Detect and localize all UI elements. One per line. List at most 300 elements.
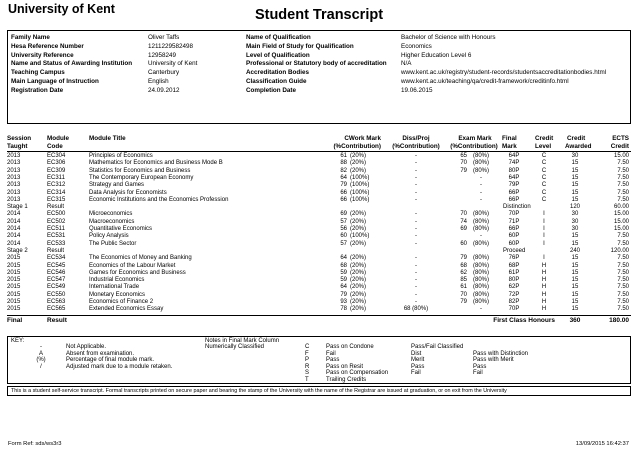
cell-final: 60P	[508, 233, 520, 240]
info-row	[8, 33, 630, 42]
col-session: Session	[7, 135, 32, 142]
info-value: www.kent.ac.uk/registry/student-records/studentsaccreditationbodies.html	[401, 69, 607, 77]
info-label: Level of Qualification	[246, 51, 310, 59]
cell-exp: (80%)	[472, 226, 489, 232]
cell-ects: 7.50	[617, 196, 629, 203]
cell-cr: 30	[571, 218, 579, 225]
cell-final: 60P	[508, 240, 520, 247]
cell-code: EC312	[47, 182, 66, 189]
cell-cr: 15	[571, 269, 579, 276]
key-symbol: /	[40, 363, 42, 370]
cell-ex: 69	[460, 226, 467, 232]
cell-year: 2014	[7, 233, 21, 240]
cell-diss: -	[415, 255, 417, 262]
cell-cr: 15	[571, 174, 579, 181]
cell-year: 2015	[7, 306, 21, 313]
cell-ects: 15.00	[613, 218, 629, 225]
cell-code: EC511	[47, 226, 65, 232]
cell-title: Principles of Economics	[89, 153, 153, 159]
col-exam: Exam Mark	[458, 135, 492, 142]
cell-title: Games for Economics and Business	[89, 269, 186, 276]
cell-code: EC315	[47, 196, 66, 203]
cell-final: 80P	[508, 167, 520, 174]
code-symbol: F	[305, 350, 309, 357]
cell-exp: -	[480, 182, 482, 189]
cell-cr: 15	[571, 167, 579, 174]
cell-code: EC309	[47, 167, 66, 174]
cell-code: EC550	[47, 291, 66, 298]
cell-cwp: (20%)	[350, 262, 367, 269]
info-label: Classification Guide	[246, 78, 307, 85]
cell-ects: 7.50	[617, 174, 629, 181]
cell-diss: -	[415, 218, 417, 225]
cell-exp: -	[480, 306, 482, 313]
info-value: 12958249	[148, 51, 177, 59]
cell-year: 2015	[7, 255, 21, 262]
col-cwork: CWork Mark	[344, 135, 381, 142]
cell-ects: 7.50	[617, 306, 629, 313]
cell-lvl: C	[541, 153, 547, 159]
cell-final: 72P	[508, 291, 520, 298]
cell-final: 66P	[508, 196, 520, 203]
cell-diss: -	[415, 196, 417, 203]
cell-code: EC549	[47, 284, 66, 291]
col-awarded: Credit	[567, 135, 586, 142]
table-row	[7, 233, 631, 240]
info-value: 19.06.2015	[401, 86, 433, 94]
cell-title: Extended Economics Essay	[89, 306, 164, 313]
info-value: Canterbury	[148, 69, 180, 77]
cell-ex: 61	[460, 284, 467, 291]
cell-cw: 68	[340, 262, 347, 269]
form-ref: Form Ref: sds/ws3r3	[8, 441, 62, 447]
cell-title: Data Analysis for Economists	[89, 189, 167, 196]
table-row	[7, 153, 631, 160]
cell-cw: 88	[340, 160, 347, 167]
passfail-code: Dist	[411, 350, 422, 357]
cell-title: Industrial Economics	[89, 277, 145, 284]
cell-code: EC563	[47, 299, 66, 305]
cell-ects: 7.50	[617, 284, 629, 291]
key-text: Percentage of final module mark.	[66, 357, 155, 364]
cell-exp: (80%)	[472, 153, 489, 159]
cell-cr: 15	[571, 277, 579, 284]
code-text: Pass on Resit	[326, 363, 364, 370]
cell-cwp: (20%)	[350, 269, 367, 276]
key-symbol: -	[40, 344, 42, 350]
cell-lvl: C	[541, 160, 547, 167]
cell-lvl: I	[543, 233, 545, 240]
cell-ects: 120.00	[610, 247, 629, 254]
col-ects-sub: Credit	[610, 143, 629, 150]
table-row	[7, 277, 631, 284]
table-row	[7, 197, 631, 204]
cell-cr: 15	[571, 240, 579, 247]
cell-ects: 7.50	[617, 240, 629, 247]
passfail-code: Pass	[411, 363, 425, 370]
info-label: Name and Status of Awarding Institution	[11, 60, 133, 68]
cell-title: Macroeconomics	[89, 218, 135, 225]
cell-cr: 15	[571, 255, 579, 262]
cell-cr: 15	[571, 299, 579, 305]
info-label: Main Language of Instruction	[11, 78, 99, 85]
cell-cwp: (20%)	[350, 299, 367, 305]
cell-cw: 59	[340, 269, 347, 276]
cell-cr: 15	[571, 233, 579, 240]
cell-cr: 15	[571, 284, 579, 291]
cell-cw: 66	[340, 196, 347, 203]
cell-final: Proceed	[503, 247, 526, 254]
cell-ects: 7.50	[617, 291, 629, 298]
cell-cwp: (20%)	[350, 160, 367, 167]
passfail-text: Pass	[473, 363, 487, 370]
disclaimer: This is a student self-service transcript. Formal transcripts printed on secure paper and bearing the stamp of the University with the name of the Registrar are issued at graduation, or on exit from the University	[7, 386, 631, 396]
code-symbol: R	[305, 363, 310, 370]
cell-lvl: I	[543, 218, 545, 225]
col-diss-sub: (%Contribution)	[392, 143, 440, 150]
cell-exp: (80%)	[472, 291, 489, 298]
key-text: Not Applicable.	[66, 344, 107, 350]
info-label: Teaching Campus	[11, 69, 65, 77]
info-label: Registration Date	[11, 86, 64, 94]
passfail-code: Fail	[411, 370, 421, 377]
info-value: University of Kent	[148, 60, 198, 68]
info-value: Economics	[401, 42, 432, 50]
code-text: Fail	[326, 350, 336, 357]
cell-title: International Trade	[89, 284, 140, 291]
cell-final: 61P	[508, 269, 520, 276]
cell-cw: 66	[340, 189, 347, 196]
cell-lvl: C	[541, 189, 547, 196]
cell-final: Distinction	[503, 204, 531, 211]
cell-code: EC531	[47, 233, 66, 240]
key-text: Adjusted mark due to a module retaken.	[66, 363, 173, 370]
cell-final: 62P	[508, 284, 520, 291]
cell-ects: 7.50	[617, 160, 629, 167]
table-row	[7, 270, 631, 277]
col-credit-sub: Level	[535, 143, 552, 150]
cell-cwp: (100%)	[350, 174, 370, 181]
table-row	[7, 190, 631, 197]
cell-diss: -	[415, 299, 417, 305]
cell-year: 2014	[7, 240, 21, 247]
cell-diss: -	[415, 174, 417, 181]
cell-title: The Contemporary European Economy	[89, 174, 194, 181]
passfail-text: Pass with Merit	[473, 357, 514, 364]
cell-cw: 79	[340, 291, 347, 298]
cell-code: EC306	[47, 160, 66, 167]
table-row	[7, 284, 631, 291]
table-row	[7, 226, 631, 233]
cell-cwp: (20%)	[350, 306, 367, 313]
final-label: Final	[7, 316, 23, 324]
col-code: Code	[47, 143, 63, 150]
cell-diss: -	[415, 153, 417, 159]
cell-ex: 70	[460, 211, 467, 218]
code-text: Trailing Credits	[326, 377, 367, 383]
info-value: Bachelor of Science with Honours	[401, 34, 496, 41]
cell-diss: -	[415, 182, 417, 189]
cell-year: 2015	[7, 269, 21, 276]
code-text: Pass	[326, 357, 340, 364]
cell-code: EC534	[47, 255, 66, 262]
cell-code: EC502	[47, 218, 66, 225]
info-row	[8, 51, 630, 60]
passfail-code: Merit	[411, 357, 425, 364]
cell-lvl: C	[541, 196, 547, 203]
cell-year: Stage 1	[7, 204, 28, 211]
cell-code: EC547	[47, 277, 66, 284]
cell-exp: (80%)	[472, 277, 489, 284]
col-final-sub: Mark	[502, 143, 517, 150]
cell-final: 80P	[508, 277, 520, 284]
col-ects: ECTS	[612, 135, 629, 142]
timestamp: 13/09/2015 16:42:37	[575, 441, 629, 447]
cell-ects: 15.00	[613, 211, 629, 218]
cell-cw: 64	[340, 284, 347, 291]
cell-lvl: I	[543, 255, 545, 262]
col-module: Module	[47, 135, 70, 142]
cell-final: 71P	[508, 218, 520, 225]
table-row	[7, 168, 631, 175]
info-value: Higher Education Level 6	[401, 51, 472, 59]
cell-lvl: H	[541, 284, 547, 291]
key-symbol: (%)	[36, 357, 46, 364]
cell-exp: (80%)	[472, 269, 489, 276]
cell-diss: -	[415, 233, 417, 240]
table-row	[7, 299, 631, 306]
cell-cr: 15	[571, 160, 579, 167]
cell-year: 2013	[7, 174, 21, 181]
cell-cr: 30	[571, 211, 579, 218]
cell-code: EC565	[47, 306, 66, 313]
table-row	[7, 182, 631, 189]
info-value: English	[148, 78, 169, 85]
info-label: Professional or Statutory body of accreditation	[246, 60, 387, 68]
col-credit: Credit	[535, 135, 554, 142]
cell-cw: 79	[340, 182, 347, 189]
key-box	[7, 336, 631, 384]
cell-lvl: H	[541, 269, 547, 276]
cell-ex: 68	[460, 262, 467, 269]
col-cwork-sub: (%Contribution)	[333, 143, 381, 150]
cell-title: Mathematics for Economics and Business Mode B	[89, 160, 223, 167]
cell-title: Quantitative Economics	[89, 226, 153, 232]
table-row	[7, 211, 631, 218]
cell-final: 66P	[508, 189, 520, 196]
info-value: 24.09.2012	[148, 86, 180, 94]
code-text: Pass on Compensation	[326, 370, 389, 377]
info-value: 1211229582498	[148, 42, 194, 50]
final-ects: 180.00	[609, 316, 629, 324]
final-result-row	[7, 315, 631, 325]
cell-cwp: (20%)	[350, 284, 367, 291]
cell-lvl: H	[541, 262, 547, 269]
cell-lvl: I	[543, 226, 545, 232]
cell-ects: 7.50	[617, 189, 629, 196]
cell-title: Policy Analysis	[89, 233, 129, 240]
cell-diss: -	[415, 240, 417, 247]
cell-cwp: (20%)	[350, 255, 367, 262]
cell-year: 2015	[7, 277, 21, 284]
cell-cr: 15	[571, 291, 579, 298]
info-label: Completion Date	[246, 86, 297, 94]
cell-cw: 82	[340, 167, 347, 174]
cell-cwp: (20%)	[350, 167, 367, 174]
code-symbol: T	[305, 377, 309, 383]
cell-title: Monetary Economics	[89, 291, 146, 298]
key-text: Absent from examination.	[66, 350, 135, 357]
cell-exp: -	[480, 174, 482, 181]
cell-ects: 15.00	[613, 226, 629, 232]
cell-year: 2015	[7, 262, 21, 269]
cell-ex: 65	[460, 153, 467, 159]
cell-ex: 85	[460, 277, 467, 284]
col-taught: Taught	[7, 143, 28, 150]
numeric-label: Numerically Classified	[205, 344, 265, 350]
document-title: Student Transcript	[254, 7, 384, 23]
cell-code: Result	[47, 247, 65, 254]
cell-exp: (80%)	[472, 211, 489, 218]
info-row	[8, 68, 630, 77]
cell-final: 64P	[508, 174, 520, 181]
cell-diss: -	[415, 226, 417, 232]
cell-final: 82P	[508, 299, 520, 305]
cell-exp: (80%)	[472, 218, 489, 225]
cell-final: 70P	[508, 211, 520, 218]
col-diss: Diss/Proj	[402, 135, 430, 142]
cell-cw: 64	[340, 255, 347, 262]
key-title: KEY:	[11, 338, 25, 344]
table-row	[7, 175, 631, 182]
cell-title: Economics of the Labour Market	[89, 262, 176, 269]
cell-cwp: (20%)	[350, 277, 367, 284]
cell-cwp: (100%)	[350, 196, 370, 203]
cell-cwp: (20%)	[350, 218, 367, 225]
cell-year: 2013	[7, 160, 21, 167]
cell-code: EC500	[47, 211, 66, 218]
cell-year: 2013	[7, 196, 21, 203]
cell-code: EC545	[47, 262, 66, 269]
cell-title: Strategy and Games	[89, 182, 145, 189]
cell-cwp: (20%)	[350, 153, 367, 159]
cell-exp: (80%)	[472, 255, 489, 262]
col-title: Module Title	[89, 135, 126, 142]
cell-ex: 79	[460, 167, 467, 174]
cell-ex: 70	[460, 160, 467, 167]
cell-lvl: H	[541, 291, 547, 298]
cell-cr: 30	[571, 153, 579, 159]
col-final: Final	[502, 135, 517, 142]
info-value: www.kent.ac.uk/teaching/qa/credit-framework/creditinfo.html	[401, 78, 569, 85]
cell-diss: -	[415, 277, 417, 284]
cell-exp: (80%)	[472, 160, 489, 167]
cell-lvl: I	[543, 211, 545, 218]
info-label: Name of Qualification	[246, 34, 311, 41]
cell-ects: 7.50	[617, 233, 629, 240]
cell-cr: 30	[571, 226, 579, 232]
cell-final: 74P	[508, 160, 520, 167]
cell-code: EC546	[47, 269, 66, 276]
info-label: Accreditation Bodies	[246, 69, 309, 77]
cell-ex: 79	[460, 299, 467, 305]
cell-ects: 15.00	[613, 153, 629, 159]
cell-cr: 15	[571, 196, 579, 203]
cell-lvl: H	[541, 306, 547, 313]
cell-title: Microeconomics	[89, 211, 133, 218]
table-row	[7, 255, 631, 262]
info-row	[8, 77, 630, 86]
cell-diss: -	[415, 291, 417, 298]
cell-ex: 60	[460, 240, 467, 247]
cell-diss: -	[415, 160, 417, 167]
cell-exp: (80%)	[472, 299, 489, 305]
cell-lvl: C	[541, 174, 547, 181]
cell-cwp: (20%)	[350, 240, 367, 247]
cell-exp: (80%)	[472, 262, 489, 269]
cell-ects: 7.50	[617, 269, 629, 276]
cell-diss: -	[415, 211, 417, 218]
cell-year: 2013	[7, 153, 21, 159]
cell-code: Result	[47, 204, 65, 211]
cell-cw: 59	[340, 277, 347, 284]
cell-ex: 62	[460, 269, 467, 276]
cell-cwp: (100%)	[350, 182, 370, 189]
cell-cr: 15	[571, 306, 579, 313]
info-label: University Reference	[11, 51, 74, 59]
cell-final: 79P	[508, 182, 520, 189]
key-symbol: A	[38, 350, 43, 357]
table-row	[7, 204, 631, 211]
cell-final: 68P	[508, 262, 520, 269]
cell-code: EC311	[47, 174, 65, 181]
info-row	[8, 86, 630, 95]
col-awarded-sub: Awarded	[565, 143, 592, 150]
cell-cw: 69	[340, 211, 347, 218]
info-value: N/A	[401, 60, 412, 68]
cell-cr: 15	[571, 182, 579, 189]
code-text: Pass on Condone	[326, 344, 374, 350]
table-row	[7, 292, 631, 299]
cell-cw: 64	[340, 174, 347, 181]
cell-year: 2015	[7, 299, 21, 305]
cell-cw: 57	[340, 218, 347, 225]
cell-exp: (80%)	[472, 284, 489, 291]
table-row	[7, 160, 631, 167]
cell-cwp: (100%)	[350, 189, 370, 196]
cell-year: 2014	[7, 218, 21, 225]
cell-year: 2013	[7, 167, 21, 174]
code-symbol: P	[305, 357, 310, 364]
cell-lvl: C	[541, 167, 547, 174]
cell-final: 64P	[508, 153, 520, 159]
cell-ects: 7.50	[617, 167, 629, 174]
cell-diss: -	[415, 262, 417, 269]
cell-lvl: I	[543, 240, 545, 247]
cell-exp: -	[480, 196, 482, 203]
cell-exp: -	[480, 233, 482, 240]
cell-ex: 70	[460, 291, 467, 298]
cell-title: Economics of Finance 2	[89, 299, 154, 305]
cell-lvl: H	[541, 277, 547, 284]
cell-diss: -	[415, 189, 417, 196]
cell-ects: 7.50	[617, 299, 629, 305]
cell-diss: -	[415, 167, 417, 174]
cell-cw: 78	[340, 306, 347, 313]
cell-ects: 7.50	[617, 262, 629, 269]
final-classification: First Class Honours	[493, 316, 555, 324]
cell-title: Economic Institutions and the Economics Profession	[89, 196, 229, 203]
